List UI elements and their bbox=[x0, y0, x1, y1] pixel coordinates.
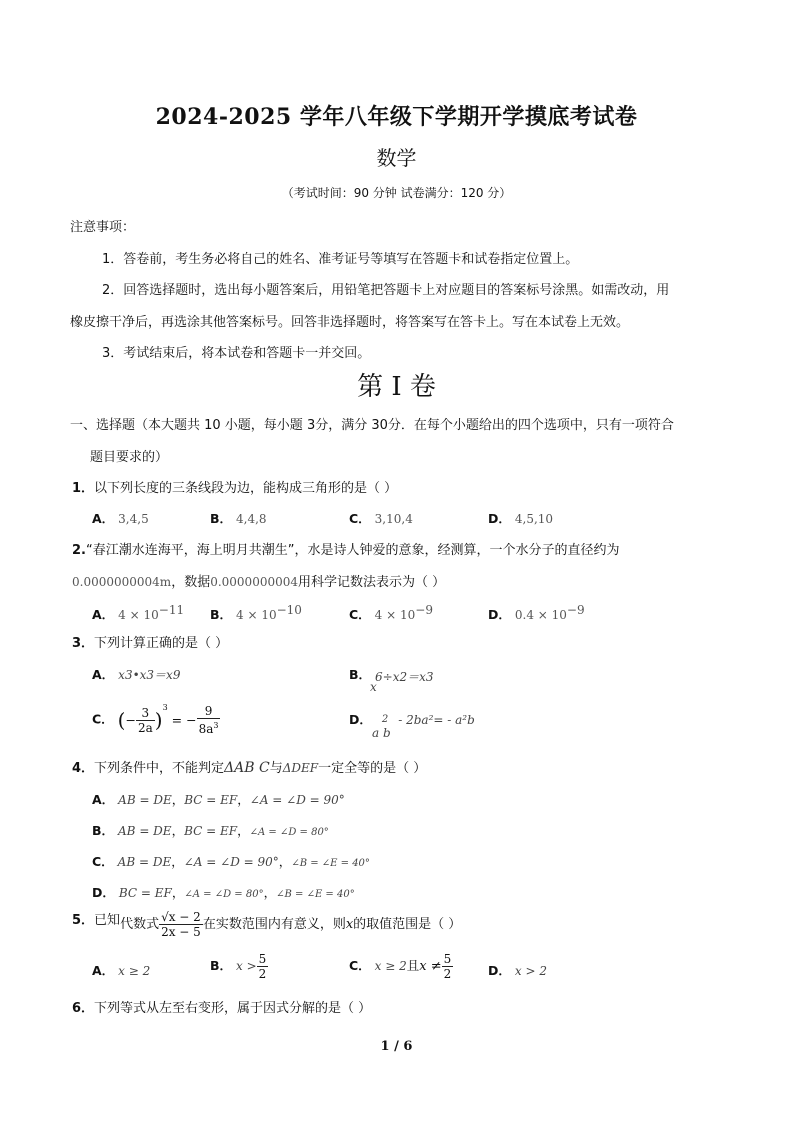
option-label: C． bbox=[92, 711, 114, 727]
question-stem-b: 代数式 bbox=[120, 917, 160, 932]
question-stem: 已知 bbox=[94, 913, 121, 928]
option-base: 0.4 × 10 bbox=[514, 608, 567, 623]
option-text: 6÷x2＝x3 bbox=[375, 670, 434, 684]
q3-c-left-paren: ( bbox=[117, 708, 126, 732]
fraction-denominator: 2x − 5 bbox=[161, 925, 201, 939]
question-stem: 下列条件中，不能判定 bbox=[94, 761, 225, 776]
q1-option-b[interactable] bbox=[210, 509, 267, 527]
denominator-exponent: 3 bbox=[213, 721, 219, 730]
option-label: D． bbox=[488, 511, 511, 526]
option-label: A． bbox=[92, 963, 115, 978]
q2-text: ，数据 bbox=[171, 575, 211, 590]
question-stem-c: 在实数范围内有意义，则 bbox=[202, 917, 346, 932]
cond-2: BC = EF bbox=[184, 824, 238, 838]
fraction-numerator: 5 bbox=[258, 952, 267, 966]
cond-1: BC = EF bbox=[118, 886, 172, 900]
cond-3: ∠A = ∠D = 80° bbox=[249, 827, 329, 838]
q4-option-d[interactable]: D． BC = EF，∠A = ∠D = 80°，∠B = ∠E = 40° bbox=[92, 885, 355, 900]
option-text: x ≥ 2 bbox=[374, 959, 407, 973]
cond-3: ∠B = ∠E = 40° bbox=[276, 889, 355, 900]
option-label: D． bbox=[349, 712, 372, 727]
note-item-2-line2: 橡皮擦干净后，再选涂其他答案标号。回答非选择题时，将答案写在答卡上。写在本试卷上无效。 bbox=[70, 315, 630, 330]
option-text: 3,10,4 bbox=[374, 512, 413, 526]
cond-2: ∠A = ∠D = 90° bbox=[183, 855, 279, 869]
cond-2: ∠A = ∠D = 80° bbox=[184, 889, 264, 900]
option-label: C． bbox=[92, 854, 114, 869]
option-base: 4 × 10 bbox=[118, 608, 159, 623]
option-fraction bbox=[442, 952, 454, 981]
q1-option-d[interactable] bbox=[488, 509, 553, 527]
option-text: 3,4,5 bbox=[118, 512, 149, 526]
q5-option-c[interactable] bbox=[349, 952, 453, 981]
q3-c-fraction bbox=[136, 706, 155, 735]
question-number: 3． bbox=[72, 636, 95, 651]
note-item-2-line1: 2．回答选择题时，选出每小题答案后，用铅笔把答题卡上对应题目的答案标号涂黑。如需改动，用 bbox=[102, 283, 670, 298]
option-label: D． bbox=[488, 607, 511, 623]
triangle-abc: ΔAB C bbox=[224, 760, 270, 776]
question-stem-end: 一定全等的是（ ） bbox=[318, 761, 427, 776]
q2-option-b[interactable] bbox=[210, 603, 302, 623]
option-text: 4,4,8 bbox=[236, 512, 267, 526]
subject-title: 数学 bbox=[376, 146, 417, 170]
option-text: x3•x3＝x9 bbox=[118, 668, 181, 682]
q2-value-with-unit: 0.0000000004m bbox=[72, 575, 172, 589]
fraction-numerator: 5 bbox=[443, 952, 452, 966]
option-label: A． bbox=[92, 792, 115, 807]
q2-value: 0.0000000004 bbox=[210, 575, 298, 589]
q5-fraction bbox=[159, 910, 203, 939]
option-exponent: −9 bbox=[566, 603, 585, 617]
fraction-numerator: √x − 2 bbox=[161, 910, 201, 924]
option-text: x > 2 bbox=[514, 964, 547, 978]
option-label: C． bbox=[349, 958, 371, 973]
exam-info: （考试时间：90 分钟 试卷满分：120 分） bbox=[281, 186, 512, 200]
option-label: C． bbox=[349, 511, 371, 526]
question-number: 1． bbox=[72, 481, 95, 496]
question-6 bbox=[72, 997, 371, 1016]
option-base: 4 × 10 bbox=[236, 608, 277, 623]
option-label: B． bbox=[349, 667, 372, 682]
q3-option-d-sub: a b bbox=[372, 726, 391, 740]
option-label: B． bbox=[210, 607, 233, 623]
page-number: 1 / 6 bbox=[380, 1039, 413, 1054]
cond-2: BC = EF bbox=[184, 793, 238, 807]
q2-text-end: 用科学记数法表示为（ ） bbox=[298, 575, 446, 590]
option-label: A． bbox=[92, 511, 115, 526]
question-stem: 以下列长度的三条线段为边，能构成三角形的是（ ） bbox=[94, 481, 398, 496]
q4-option-a[interactable]: A． AB = DE，BC = EF，∠A = ∠D = 90° bbox=[92, 792, 345, 807]
option-text-top: 2 bbox=[381, 714, 389, 725]
q3-option-b[interactable] bbox=[349, 665, 434, 683]
option-text: x > bbox=[236, 959, 257, 973]
question-3 bbox=[72, 632, 228, 651]
question-number: 2. bbox=[72, 543, 86, 558]
part1-heading-line2: 题目要求的） bbox=[90, 450, 169, 465]
question-stem-d: 的取值范围是（ ） bbox=[353, 917, 462, 932]
q5-option-d[interactable] bbox=[488, 961, 547, 979]
question-5 bbox=[72, 910, 461, 939]
question-4 bbox=[72, 757, 426, 776]
note-item-3: 3．考试结束后，将本试卷和答题卡一并交回。 bbox=[102, 346, 371, 361]
question-1 bbox=[72, 477, 397, 496]
q5-var: x bbox=[345, 917, 354, 932]
option-base: 4 × 10 bbox=[374, 608, 416, 623]
fraction-numerator: 3 bbox=[136, 706, 155, 721]
question-2-line1 bbox=[72, 539, 619, 558]
option-exponent: −9 bbox=[415, 603, 433, 617]
question-stem: “春江潮水连海平，海上明月共潮生”，水是诗人钟爱的意象，经测算，一个水分子的直径约为 bbox=[85, 543, 620, 558]
q5-option-b[interactable] bbox=[210, 952, 268, 981]
question-stem: 下列等式从左至右变形，属于因式分解的是（ ） bbox=[94, 1001, 372, 1016]
option-exponent: −10 bbox=[276, 603, 302, 617]
cond-1: AB = DE bbox=[117, 855, 172, 869]
option-label: C． bbox=[349, 607, 371, 623]
q3-option-b-sub: x bbox=[370, 680, 377, 694]
q3-option-d[interactable] bbox=[349, 710, 475, 728]
q3-c-power: 3 bbox=[162, 703, 168, 713]
option-label: B． bbox=[92, 823, 115, 838]
option-text: x ≥ 2 bbox=[118, 964, 151, 978]
part1-heading-line1: 一、选择题（本大题共 10 小题，每小题 3分，满分 30分．在每个小题给出的四个选项中，只有一项符合 bbox=[70, 418, 674, 433]
cond-3: ∠A = ∠D = 90° bbox=[249, 793, 345, 807]
question-stem-and: 与 bbox=[269, 761, 283, 776]
exam-title: 2024-2025 学年八年级下学期开学摸底考试卷 bbox=[155, 104, 638, 130]
question-number: 5． bbox=[72, 913, 95, 928]
q4-option-b[interactable]: B． AB = DE，BC = EF，∠A = ∠D = 80° bbox=[92, 823, 329, 838]
note-item-1: 1．答卷前，考生务必将自己的姓名、准考证号等填写在答题卡和试卷指定位置上。 bbox=[102, 252, 579, 267]
q2-option-a[interactable] bbox=[92, 603, 184, 623]
option-text: - 2ba²= - a²b bbox=[398, 713, 475, 727]
q3-c-equals: = − bbox=[171, 712, 197, 728]
question-number: 4． bbox=[72, 761, 95, 776]
fraction-denominator: 2 bbox=[443, 967, 452, 981]
q1-option-c[interactable] bbox=[349, 509, 413, 527]
q3-c-result bbox=[197, 704, 221, 736]
q3-option-c[interactable] bbox=[92, 704, 220, 736]
fraction-denominator bbox=[197, 719, 221, 736]
option-label: D． bbox=[92, 885, 115, 900]
option-conj: 且 bbox=[406, 958, 420, 973]
option-label: A． bbox=[92, 667, 115, 682]
option-label: B． bbox=[210, 511, 233, 526]
question-stem: 下列计算正确的是（ ） bbox=[94, 636, 229, 651]
cond-1: AB = DE bbox=[118, 824, 172, 838]
question-2-line2 bbox=[72, 571, 445, 590]
denominator-base: 8a bbox=[198, 722, 214, 736]
q3-option-a[interactable] bbox=[92, 665, 180, 683]
option-exponent: −11 bbox=[158, 603, 185, 617]
fraction-denominator: 2a bbox=[137, 720, 153, 735]
q2-option-d[interactable] bbox=[488, 603, 585, 623]
option-label: B． bbox=[210, 958, 233, 973]
option-text: 4,5,10 bbox=[514, 512, 554, 526]
section-title: 第 I 卷 bbox=[357, 372, 436, 402]
cond-1: AB = DE bbox=[118, 793, 172, 807]
notes-heading: 注意事项： bbox=[70, 220, 136, 235]
option-var: x ≠ bbox=[419, 959, 442, 974]
cond-3: ∠B = ∠E = 40° bbox=[291, 858, 370, 869]
q3-c-minus: − bbox=[125, 712, 136, 728]
question-number: 6． bbox=[72, 1001, 95, 1016]
q3-c-right-paren: ) bbox=[154, 708, 163, 732]
q2-option-c[interactable] bbox=[349, 603, 433, 623]
option-label: A． bbox=[92, 607, 115, 623]
option-label: D． bbox=[488, 963, 511, 978]
triangle-def: ΔDEF bbox=[282, 761, 319, 775]
fraction-numerator: 9 bbox=[197, 704, 221, 719]
fraction-denominator: 2 bbox=[258, 967, 267, 981]
q1-option-a[interactable] bbox=[92, 509, 149, 527]
option-fraction bbox=[257, 952, 269, 981]
q5-option-a[interactable] bbox=[92, 961, 150, 979]
q4-option-c[interactable]: C． AB = DE，∠A = ∠D = 90°，∠B = ∠E = 40° bbox=[92, 854, 370, 869]
